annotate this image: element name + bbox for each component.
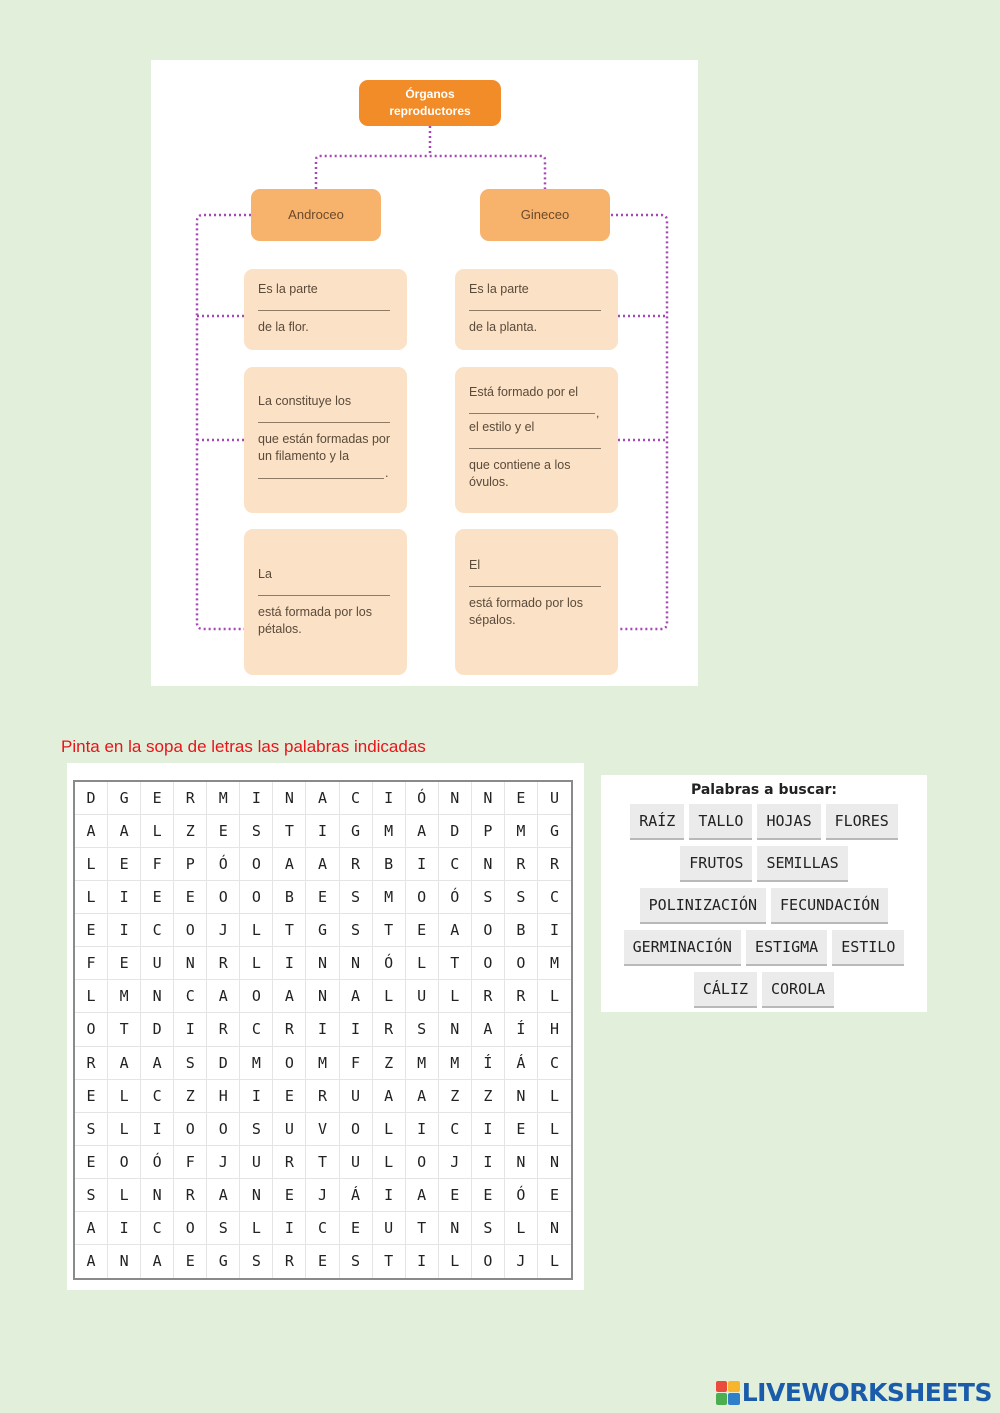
- grid-cell[interactable]: R: [207, 947, 240, 980]
- grid-cell[interactable]: O: [273, 1047, 306, 1080]
- grid-cell[interactable]: C: [141, 1080, 174, 1113]
- grid-cell[interactable]: S: [240, 815, 273, 848]
- grid-cell[interactable]: L: [75, 848, 108, 881]
- grid-cell[interactable]: O: [174, 914, 207, 947]
- grid-cell[interactable]: A: [472, 1013, 505, 1046]
- grid-cell[interactable]: R: [340, 848, 373, 881]
- grid-cell[interactable]: R: [174, 1179, 207, 1212]
- gineceo-node: Gineceo: [480, 189, 610, 241]
- grid-cell[interactable]: E: [75, 1080, 108, 1113]
- card-text: Es la parte: [258, 282, 318, 296]
- word-row: [601, 846, 927, 882]
- grid-cell[interactable]: C: [538, 881, 571, 914]
- grid-cell[interactable]: R: [373, 1013, 406, 1046]
- grid-cell[interactable]: E: [174, 1245, 207, 1278]
- grid-cell[interactable]: R: [207, 1013, 240, 1046]
- grid-cell[interactable]: N: [174, 947, 207, 980]
- grid-cell[interactable]: E: [75, 914, 108, 947]
- grid-cell[interactable]: N: [141, 1179, 174, 1212]
- grid-cell[interactable]: I: [406, 1113, 439, 1146]
- root-node-line-1: Órganos: [405, 87, 455, 101]
- grid-cell[interactable]: B: [505, 914, 538, 947]
- grid-cell[interactable]: D: [75, 782, 108, 815]
- grid-cell[interactable]: M: [373, 815, 406, 848]
- grid-cell[interactable]: J: [505, 1245, 538, 1278]
- grid-cell[interactable]: N: [505, 1146, 538, 1179]
- grid-cell[interactable]: N: [306, 947, 339, 980]
- grid-cell[interactable]: N: [439, 782, 472, 815]
- grid-cell[interactable]: J: [306, 1179, 339, 1212]
- androceo-card-1: [244, 269, 407, 350]
- grid-cell[interactable]: E: [141, 782, 174, 815]
- grid-cell[interactable]: C: [141, 1212, 174, 1245]
- gineceo-card-3: [455, 529, 618, 675]
- word-chip: GERMINACIÓN: [624, 930, 741, 966]
- grid-cell[interactable]: F: [141, 848, 174, 881]
- grid-cell[interactable]: R: [273, 1245, 306, 1278]
- grid-cell[interactable]: S: [340, 881, 373, 914]
- grid-cell[interactable]: I: [373, 1179, 406, 1212]
- grid-cell[interactable]: I: [373, 782, 406, 815]
- grid-cell[interactable]: E: [306, 881, 339, 914]
- grid-cell[interactable]: D: [141, 1013, 174, 1046]
- word-chip: FLORES: [826, 804, 898, 840]
- grid-cell[interactable]: F: [75, 947, 108, 980]
- word-chip: HOJAS: [757, 804, 820, 840]
- grid-cell[interactable]: J: [439, 1146, 472, 1179]
- grid-cell[interactable]: O: [240, 881, 273, 914]
- grid-cell[interactable]: I: [472, 1113, 505, 1146]
- grid-cell[interactable]: L: [240, 914, 273, 947]
- root-node-line-2: reproductores: [389, 104, 471, 118]
- grid-cell[interactable]: A: [406, 1179, 439, 1212]
- grid-cell[interactable]: L: [505, 1212, 538, 1245]
- grid-cell[interactable]: Á: [505, 1047, 538, 1080]
- grid-cell[interactable]: Ó: [505, 1179, 538, 1212]
- grid-cell[interactable]: O: [240, 848, 273, 881]
- logo-square: [716, 1381, 728, 1393]
- grid-cell[interactable]: G: [108, 782, 141, 815]
- grid-cell[interactable]: S: [240, 1113, 273, 1146]
- grid-cell[interactable]: R: [75, 1047, 108, 1080]
- grid-cell[interactable]: I: [273, 947, 306, 980]
- answer-blank[interactable]: [469, 447, 601, 449]
- grid-cell[interactable]: O: [505, 947, 538, 980]
- grid-cell[interactable]: C: [439, 1113, 472, 1146]
- grid-cell[interactable]: A: [108, 815, 141, 848]
- grid-cell[interactable]: A: [108, 1047, 141, 1080]
- grid-cell[interactable]: Í: [472, 1047, 505, 1080]
- grid-cell[interactable]: A: [273, 980, 306, 1013]
- word-chip: CÁLIZ: [694, 972, 757, 1008]
- grid-cell[interactable]: J: [207, 914, 240, 947]
- grid-cell[interactable]: E: [108, 848, 141, 881]
- card-text: que contiene a los óvulos.: [469, 458, 571, 489]
- grid-cell[interactable]: T: [306, 1146, 339, 1179]
- grid-cell[interactable]: Ó: [141, 1146, 174, 1179]
- word-chip: POLINIZACIÓN: [640, 888, 766, 924]
- grid-cell[interactable]: Z: [373, 1047, 406, 1080]
- grid-cell[interactable]: N: [306, 980, 339, 1013]
- concept-map: [151, 60, 698, 686]
- word-row: [601, 804, 927, 840]
- grid-cell[interactable]: N: [472, 782, 505, 815]
- grid-cell[interactable]: E: [174, 881, 207, 914]
- grid-cell[interactable]: Z: [439, 1080, 472, 1113]
- grid-cell[interactable]: N: [141, 980, 174, 1013]
- grid-cell[interactable]: H: [538, 1013, 571, 1046]
- grid-cell[interactable]: I: [240, 1080, 273, 1113]
- grid-cell[interactable]: O: [207, 881, 240, 914]
- grid-cell[interactable]: A: [141, 1245, 174, 1278]
- grid-cell[interactable]: G: [306, 914, 339, 947]
- grid-cell[interactable]: L: [538, 1080, 571, 1113]
- grid-cell[interactable]: O: [174, 1212, 207, 1245]
- grid-cell[interactable]: L: [240, 947, 273, 980]
- answer-blank[interactable]: [258, 594, 390, 596]
- grid-cell[interactable]: L: [373, 1113, 406, 1146]
- grid-cell[interactable]: A: [373, 1080, 406, 1113]
- grid-cell[interactable]: Z: [472, 1080, 505, 1113]
- grid-cell[interactable]: A: [75, 1212, 108, 1245]
- grid-cell[interactable]: E: [108, 947, 141, 980]
- grid-cell[interactable]: A: [207, 980, 240, 1013]
- grid-cell[interactable]: C: [306, 1212, 339, 1245]
- grid-cell[interactable]: C: [340, 782, 373, 815]
- grid-cell[interactable]: M: [240, 1047, 273, 1080]
- grid-cell[interactable]: A: [207, 1179, 240, 1212]
- grid-cell[interactable]: N: [538, 1212, 571, 1245]
- grid-cell[interactable]: U: [340, 1146, 373, 1179]
- grid-cell[interactable]: I: [306, 1013, 339, 1046]
- word-row: [601, 888, 927, 924]
- grid-cell[interactable]: M: [108, 980, 141, 1013]
- grid-cell[interactable]: L: [373, 980, 406, 1013]
- grid-cell[interactable]: O: [108, 1146, 141, 1179]
- grid-cell[interactable]: C: [240, 1013, 273, 1046]
- grid-cell[interactable]: E: [505, 782, 538, 815]
- grid-cell[interactable]: R: [273, 1146, 306, 1179]
- grid-cell[interactable]: A: [75, 815, 108, 848]
- words-to-find-panel: [601, 775, 927, 1012]
- blank-with-period: [258, 465, 393, 482]
- grid-cell[interactable]: Ó: [406, 782, 439, 815]
- grid-cell[interactable]: F: [174, 1146, 207, 1179]
- root-node-organos-reproductores: [359, 80, 501, 126]
- blank-with-comma: [469, 401, 604, 419]
- word-chip: ESTIGMA: [746, 930, 827, 966]
- grid-cell[interactable]: L: [538, 980, 571, 1013]
- grid-cell[interactable]: U: [141, 947, 174, 980]
- grid-cell[interactable]: T: [273, 914, 306, 947]
- grid-cell[interactable]: A: [75, 1245, 108, 1278]
- grid-cell[interactable]: R: [273, 1013, 306, 1046]
- grid-cell[interactable]: S: [75, 1179, 108, 1212]
- grid-cell[interactable]: C: [141, 914, 174, 947]
- card-text: de la flor.: [258, 320, 309, 334]
- grid-cell[interactable]: N: [472, 848, 505, 881]
- grid-cell[interactable]: L: [240, 1212, 273, 1245]
- grid-cell[interactable]: M: [373, 881, 406, 914]
- word-row: [601, 930, 927, 966]
- grid-cell[interactable]: I: [240, 782, 273, 815]
- grid-cell[interactable]: A: [340, 980, 373, 1013]
- grid-cell[interactable]: I: [472, 1146, 505, 1179]
- grid-cell[interactable]: E: [340, 1212, 373, 1245]
- card-text: Está formado por el: [469, 385, 579, 399]
- grid-cell[interactable]: S: [75, 1113, 108, 1146]
- grid-cell[interactable]: S: [505, 881, 538, 914]
- grid-cell[interactable]: N: [273, 782, 306, 815]
- grid-cell[interactable]: A: [439, 914, 472, 947]
- logo-text: LIVEWORKSHEETS: [741, 1378, 992, 1407]
- grid-cell[interactable]: N: [505, 1080, 538, 1113]
- grid-cell[interactable]: O: [472, 914, 505, 947]
- grid-cell[interactable]: E: [141, 881, 174, 914]
- grid-cell[interactable]: U: [240, 1146, 273, 1179]
- grid-cell[interactable]: A: [273, 848, 306, 881]
- comma: ,: [596, 406, 600, 420]
- answer-blank[interactable]: [469, 309, 601, 311]
- grid-cell[interactable]: E: [439, 1179, 472, 1212]
- word-chip: FECUNDACIÓN: [771, 888, 888, 924]
- gineceo-card-2: [455, 367, 618, 513]
- grid-cell[interactable]: I: [108, 1212, 141, 1245]
- grid-cell[interactable]: V: [306, 1113, 339, 1146]
- card-text: está formado por los sépalos.: [469, 596, 583, 627]
- grid-cell[interactable]: R: [505, 980, 538, 1013]
- card-text: el estilo y el: [469, 420, 535, 434]
- word-search-panel: [67, 763, 584, 1290]
- grid-cell[interactable]: I: [340, 1013, 373, 1046]
- grid-cell[interactable]: N: [439, 1013, 472, 1046]
- grid-cell[interactable]: R: [306, 1080, 339, 1113]
- grid-cell[interactable]: Z: [174, 1080, 207, 1113]
- card-text: El: [469, 558, 481, 572]
- grid-cell[interactable]: T: [108, 1013, 141, 1046]
- grid-cell[interactable]: O: [472, 947, 505, 980]
- word-chip: FRUTOS: [680, 846, 752, 882]
- grid-cell[interactable]: M: [406, 1047, 439, 1080]
- word-chip: SEMILLAS: [757, 846, 847, 882]
- grid-cell[interactable]: I: [406, 1245, 439, 1278]
- grid-cell[interactable]: M: [207, 782, 240, 815]
- grid-cell[interactable]: N: [240, 1179, 273, 1212]
- grid-cell[interactable]: N: [108, 1245, 141, 1278]
- card-text: La constituye los: [258, 394, 352, 408]
- card-text: de la planta.: [469, 320, 538, 334]
- grid-cell[interactable]: T: [439, 947, 472, 980]
- grid-cell[interactable]: A: [141, 1047, 174, 1080]
- gineceo-card-1: [455, 269, 618, 350]
- grid-cell[interactable]: I: [174, 1013, 207, 1046]
- answer-blank[interactable]: [258, 421, 390, 423]
- grid-cell[interactable]: E: [273, 1080, 306, 1113]
- grid-cell[interactable]: R: [505, 848, 538, 881]
- instruction-text: Pinta en la sopa de letras las palabras indicadas: [61, 737, 426, 756]
- grid-cell[interactable]: L: [108, 1113, 141, 1146]
- grid-cell[interactable]: Í: [505, 1013, 538, 1046]
- grid-cell[interactable]: T: [273, 815, 306, 848]
- word-search-grid: [73, 780, 573, 1280]
- card-text: está formada por los pétalos.: [258, 605, 372, 636]
- logo-square: [716, 1393, 728, 1405]
- grid-cell[interactable]: L: [439, 980, 472, 1013]
- word-chip: TALLO: [689, 804, 752, 840]
- grid-cell[interactable]: O: [174, 1113, 207, 1146]
- grid-cell[interactable]: T: [406, 1212, 439, 1245]
- grid-cell[interactable]: I: [538, 914, 571, 947]
- grid-cell[interactable]: O: [406, 881, 439, 914]
- grid-cell[interactable]: B: [273, 881, 306, 914]
- grid-cell[interactable]: N: [538, 1146, 571, 1179]
- grid-cell[interactable]: D: [207, 1047, 240, 1080]
- grid-cell[interactable]: E: [273, 1179, 306, 1212]
- grid-cell[interactable]: L: [439, 1245, 472, 1278]
- grid-cell[interactable]: P: [174, 848, 207, 881]
- grid-cell[interactable]: L: [373, 1146, 406, 1179]
- grid-cell[interactable]: Ó: [373, 947, 406, 980]
- grid-cell[interactable]: R: [174, 782, 207, 815]
- grid-cell[interactable]: E: [538, 1179, 571, 1212]
- grid-cell[interactable]: L: [406, 947, 439, 980]
- androceo-card-3: [244, 529, 407, 675]
- grid-cell[interactable]: C: [174, 980, 207, 1013]
- grid-cell[interactable]: Z: [174, 815, 207, 848]
- grid-cell[interactable]: G: [207, 1245, 240, 1278]
- grid-cell[interactable]: S: [340, 1245, 373, 1278]
- grid-cell[interactable]: E: [207, 815, 240, 848]
- grid-cell[interactable]: S: [406, 1013, 439, 1046]
- grid-cell[interactable]: E: [306, 1245, 339, 1278]
- grid-cell[interactable]: G: [538, 815, 571, 848]
- grid-cell[interactable]: G: [340, 815, 373, 848]
- words-list: [601, 804, 927, 1008]
- grid-cell[interactable]: S: [207, 1212, 240, 1245]
- answer-blank[interactable]: [469, 412, 595, 414]
- word-chip: COROLA: [762, 972, 834, 1008]
- grid-cell[interactable]: N: [439, 1212, 472, 1245]
- grid-cell[interactable]: S: [174, 1047, 207, 1080]
- grid-cell[interactable]: R: [538, 848, 571, 881]
- card-text: Es la parte: [469, 282, 529, 296]
- logo-square: [728, 1393, 740, 1405]
- grid-cell[interactable]: L: [75, 881, 108, 914]
- word-chip: ESTILO: [832, 930, 904, 966]
- grid-cell[interactable]: N: [340, 947, 373, 980]
- grid-cell[interactable]: U: [538, 782, 571, 815]
- grid-cell[interactable]: F: [340, 1047, 373, 1080]
- grid-cell[interactable]: A: [406, 1080, 439, 1113]
- grid-cell[interactable]: Á: [340, 1179, 373, 1212]
- grid-cell[interactable]: I: [406, 848, 439, 881]
- grid-cell[interactable]: C: [538, 1047, 571, 1080]
- grid-cell[interactable]: U: [406, 980, 439, 1013]
- grid-cell[interactable]: D: [439, 815, 472, 848]
- grid-cell[interactable]: Ó: [439, 881, 472, 914]
- words-panel-title: Palabras a buscar:: [690, 782, 838, 798]
- grid-cell[interactable]: E: [75, 1146, 108, 1179]
- logo-mark-icon: [716, 1381, 740, 1405]
- grid-cell[interactable]: C: [439, 848, 472, 881]
- grid-cell[interactable]: L: [75, 980, 108, 1013]
- grid-cell[interactable]: S: [340, 914, 373, 947]
- logo-square: [728, 1381, 740, 1393]
- grid-cell[interactable]: O: [75, 1013, 108, 1046]
- grid-cell[interactable]: L: [141, 815, 174, 848]
- grid-cell[interactable]: L: [108, 1080, 141, 1113]
- grid-cell[interactable]: I: [141, 1113, 174, 1146]
- word-chip: RAÍZ: [630, 804, 684, 840]
- grid-cell[interactable]: E: [472, 1179, 505, 1212]
- grid-cell[interactable]: O: [207, 1113, 240, 1146]
- grid-cell[interactable]: O: [406, 1146, 439, 1179]
- grid-cell[interactable]: R: [472, 980, 505, 1013]
- androceo-node: Androceo: [251, 189, 381, 241]
- card-text: que están formadas por un filamento y la: [258, 432, 391, 463]
- grid-cell[interactable]: M: [538, 947, 571, 980]
- liveworksheets-logo: [716, 1378, 992, 1407]
- grid-cell[interactable]: I: [306, 815, 339, 848]
- grid-cell[interactable]: B: [373, 848, 406, 881]
- grid-cell[interactable]: E: [406, 914, 439, 947]
- grid-cell[interactable]: E: [505, 1113, 538, 1146]
- answer-blank[interactable]: [469, 585, 601, 587]
- grid-cell[interactable]: Ó: [207, 848, 240, 881]
- grid-cell[interactable]: L: [538, 1113, 571, 1146]
- grid-cell[interactable]: I: [108, 881, 141, 914]
- grid-cell[interactable]: L: [549, 1252, 559, 1271]
- card-text: .: [385, 466, 389, 480]
- grid-cell[interactable]: U: [373, 1212, 406, 1245]
- grid-cell[interactable]: P: [472, 815, 505, 848]
- grid-cell[interactable]: S: [472, 1212, 505, 1245]
- grid-cell[interactable]: O: [240, 980, 273, 1013]
- grid-cell[interactable]: O: [340, 1113, 373, 1146]
- answer-blank[interactable]: [258, 309, 390, 311]
- grid-cell[interactable]: H: [207, 1080, 240, 1113]
- grid-cell[interactable]: T: [373, 1245, 406, 1278]
- grid-cell[interactable]: A: [406, 815, 439, 848]
- grid-cell[interactable]: J: [207, 1146, 240, 1179]
- grid-cell[interactable]: S: [240, 1245, 273, 1278]
- grid-cell[interactable]: M: [505, 815, 538, 848]
- card-text: La: [258, 567, 272, 581]
- grid-cell[interactable]: A: [306, 782, 339, 815]
- word-row: [601, 972, 927, 1008]
- grid-cell[interactable]: I: [108, 914, 141, 947]
- grid-cell[interactable]: T: [373, 914, 406, 947]
- androceo-card-2: [244, 367, 407, 513]
- grid-cell[interactable]: I: [273, 1212, 306, 1245]
- grid-cell[interactable]: U: [340, 1080, 373, 1113]
- grid-cell[interactable]: S: [472, 881, 505, 914]
- grid-cell[interactable]: M: [439, 1047, 472, 1080]
- grid-cell[interactable]: U: [273, 1113, 306, 1146]
- grid-cell[interactable]: A: [306, 848, 339, 881]
- answer-blank[interactable]: [258, 465, 384, 479]
- grid-cell[interactable]: M: [306, 1047, 339, 1080]
- grid-cell[interactable]: O: [472, 1245, 505, 1278]
- grid-cell[interactable]: L: [108, 1179, 141, 1212]
